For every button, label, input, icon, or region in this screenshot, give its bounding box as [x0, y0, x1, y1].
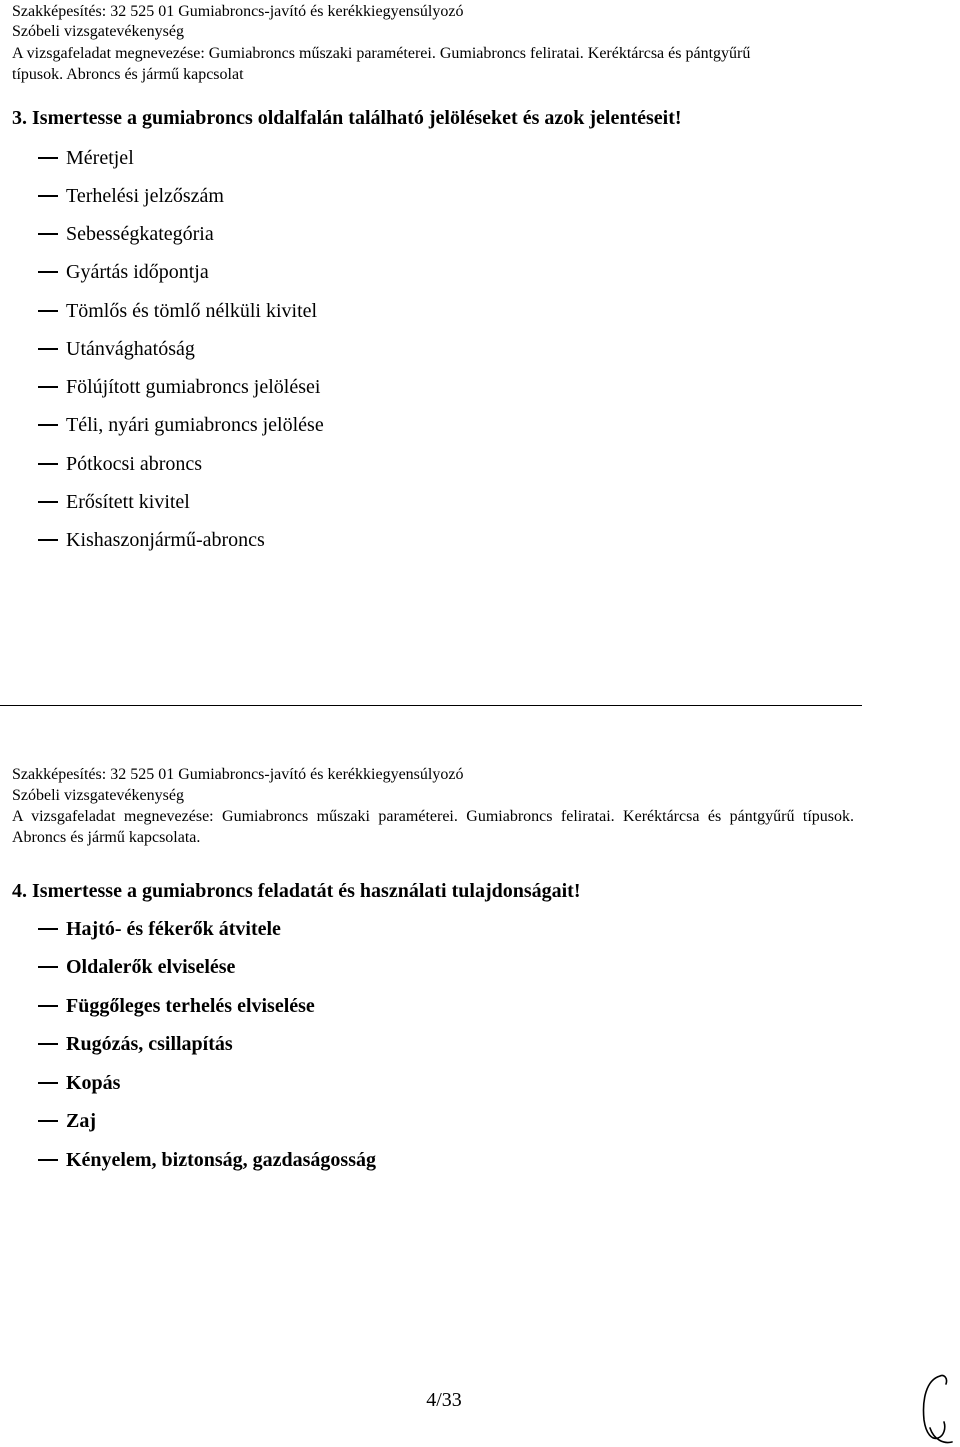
list-item [38, 220, 214, 248]
dash-bullet-icon [38, 386, 58, 388]
list-item [38, 182, 224, 210]
list-item [38, 258, 209, 286]
list-item [38, 953, 235, 981]
dash-bullet-icon [38, 424, 58, 426]
header-exam-type: Szóbeli vizsgatevékenység [12, 787, 184, 804]
list-item [38, 915, 281, 943]
header-qualification: Szakképesítés: 32 525 01 Gumiabroncs-javító és kerékkiegyensúlyozó [12, 766, 464, 783]
list-item [38, 373, 320, 401]
list-item [38, 335, 195, 363]
dash-bullet-icon [38, 1159, 58, 1161]
list-item-text: Terhelési jelzőszám [66, 185, 224, 207]
list-item-text: Kényelem, biztonság, gazdaságosság [66, 1149, 376, 1171]
page-number: 4/33 [426, 1389, 462, 1411]
list-item-text: Hajtó- és fékerők átvitele [66, 918, 281, 940]
list-item [38, 526, 265, 554]
header-task-name-cont: típusok. Abroncs és jármű kapcsolat [12, 66, 244, 83]
list-item [38, 144, 134, 172]
dash-bullet-icon [38, 1043, 58, 1045]
question-4-title: 4. Ismertesse a gumiabroncs feladatát és használati tulajdonságait! [12, 880, 581, 902]
question-3-title: 3. Ismertesse a gumiabroncs oldalfalán található jelöléseket és azok jelentéseit! [12, 107, 682, 129]
dash-bullet-icon [38, 1005, 58, 1007]
list-item-text: Gyártás időpontja [66, 261, 209, 283]
list-item-text: Erősített kivitel [66, 491, 190, 513]
header-qualification: Szakképesítés: 32 525 01 Gumiabroncs-javító és kerékkiegyensúlyozó [12, 3, 464, 20]
list-item [38, 450, 202, 478]
list-item-text: Méretjel [66, 147, 134, 169]
list-item [38, 1069, 120, 1097]
list-item-text: Sebességkategória [66, 223, 214, 245]
list-item-text: Pótkocsi abroncs [66, 453, 203, 475]
dash-bullet-icon [38, 157, 58, 159]
signature-mark-icon [918, 1370, 956, 1446]
list-item-text: Kishaszonjármű-abroncs [66, 529, 265, 551]
list-item [38, 1146, 376, 1174]
list-item-text: Utánvághatóság [66, 338, 195, 360]
dash-bullet-icon [38, 501, 58, 503]
header-task-name: A vizsgafeladat megnevezése: Gumiabroncs műszaki paraméterei. Gumiabroncs feliratai. Keréktárcsa és pántgyűrű [12, 45, 751, 62]
list-item [38, 992, 315, 1020]
list-item-text: Fölújított gumiabroncs jelölései [66, 376, 321, 398]
header-task-name: A vizsgafeladat megnevezése: Gumiabroncs műszaki paraméterei. Gumiabroncs feliratai. Keréktárcsa és pántgyűrű típusok. Abroncs és jármű kapcsolata. [12, 808, 854, 846]
list-item [38, 1107, 96, 1135]
list-item-text: Tömlős és tömlő nélküli kivitel [66, 300, 318, 322]
list-item-text: Téli, nyári gumiabroncs jelölése [66, 414, 324, 436]
dash-bullet-icon [38, 463, 58, 465]
dash-bullet-icon [38, 195, 58, 197]
list-item-text: Oldalerők elviselése [66, 956, 236, 978]
list-item [38, 488, 190, 516]
dash-bullet-icon [38, 310, 58, 312]
list-item-text: Függőleges terhelés elviselése [66, 995, 315, 1017]
list-item [38, 1030, 233, 1058]
dash-bullet-icon [38, 1082, 58, 1084]
dash-bullet-icon [38, 348, 58, 350]
page-separator [0, 705, 862, 706]
list-item-text: Kopás [66, 1072, 121, 1094]
dash-bullet-icon [38, 928, 58, 930]
list-item-text: Rugózás, csillapítás [66, 1033, 233, 1055]
dash-bullet-icon [38, 539, 58, 541]
header-exam-type: Szóbeli vizsgatevékenység [12, 23, 184, 40]
dash-bullet-icon [38, 271, 58, 273]
list-item [38, 411, 324, 439]
list-item [38, 297, 317, 325]
dash-bullet-icon [38, 966, 58, 968]
list-item-text: Zaj [66, 1110, 96, 1132]
dash-bullet-icon [38, 233, 58, 235]
dash-bullet-icon [38, 1120, 58, 1122]
